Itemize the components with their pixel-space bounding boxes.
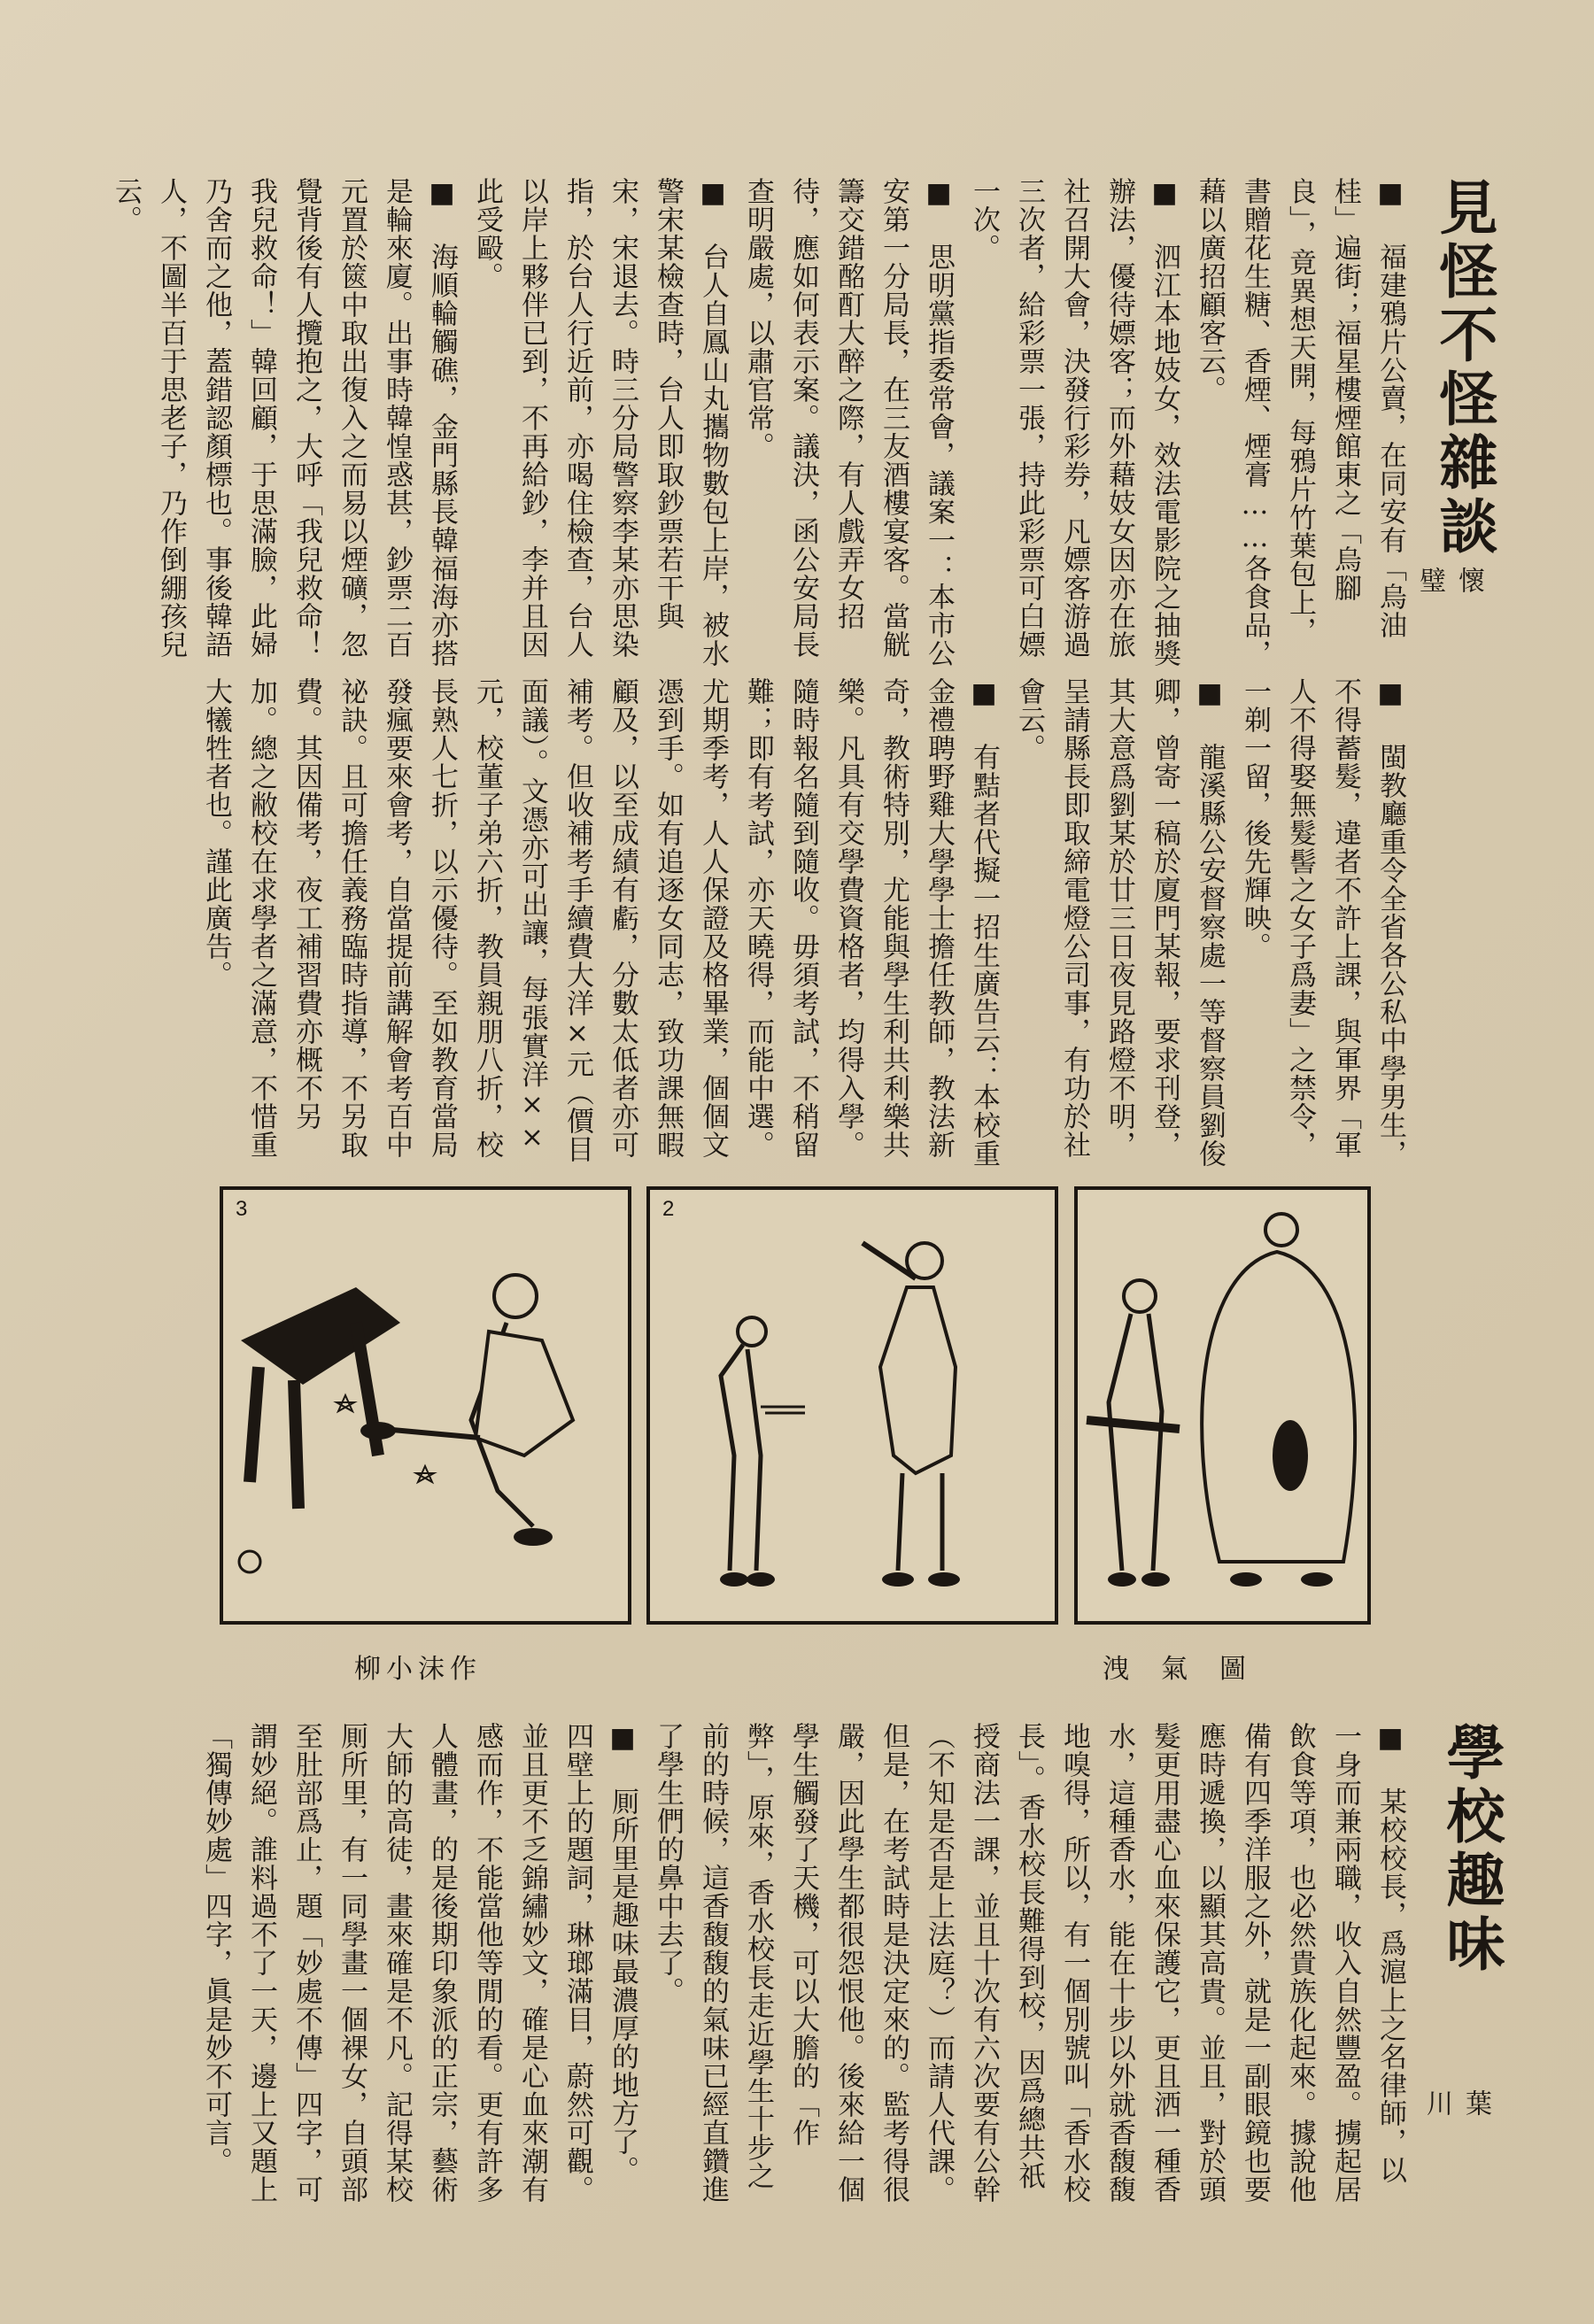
paragraph: ■ 某校校長，爲滬上之名律師，以一身而兼兩職，收入自然豐盈。擄起居飲食等項，也必然貴族化起來。據說他備有四季洋服之外，就是一副眼鏡也要應時遞換，以顯其高貴。並且，對於頭髮更用盡心血來保護它，更且洒一種香水，這種香水，能在十步以外就香馥馥地嗅得，所以，有一個別號叫「香水校長」。香水校長難得到校，因爲總共祇授商法一課，並且十次有六次要有公幹（不知是否是上法庭？）而請人代課。但是，在考試時是決定來的。監考得很嚴，因此學生都很怨恨他。後來給一個學生觸發了天機，可以大膽的「作弊」，原來，香水校長走近學生十步之前的時候，這香馥馥的氣味已經直鑽進了學生們的鼻中去了。 — [652, 1722, 1406, 2204]
paragraph: ■ 有黠者代擬一招生廣告云：本校重金禮聘野雞大學學士擔任教師，教法新奇，教術特別，尤能與學生利共利樂共樂。凡具有交學費資格者，均得入學。隨時報名隨到隨收。毋須考試，不稍留難；即有考試，亦天曉得，而能中選。尤期季考，人人保證及格畢業，個個文憑到手。如有追逐女同志，致功課無暇顧及，以至成績有虧，分數太低者亦可補考。但收補考手續費大洋×元（價目面議）。文憑亦可出讓，每張實洋××元，校董子弟六折，教員親朋八折，校長熟人七折，以示優待。至如教育當局發瘋要來會考，自當提前講解會考百中祕訣。且可擔任義務臨時指導，不另取費。其因備考，夜工補習費亦概不另加。總之敝校在求學者之滿意，不惜重大犧牲者也。謹此廣告。 — [200, 677, 1000, 1168]
article-title: 學校趣味 — [1436, 1722, 1505, 1977]
article-author: 懷 璧 — [1414, 567, 1484, 618]
paragraph: ■ 泗江本地妓女，效法電影院之抽獎辦法，優待嫖客；而外藉妓女因亦在旅社召開大會，決發行彩券，凡嫖客游過三次者，給彩票一張，持此彩票可白嫖一次。 — [968, 177, 1180, 668]
paragraph: ■ 思明黨指委常會，議案一：本市公安第一分局長，在三友酒樓宴客。當觥籌交錯酩酊大醉之際，有人戲弄女招待，應如何表示案。議決，函公安局長查明嚴處，以肅官常。 — [742, 177, 955, 668]
bowing-men-drawing — [650, 1190, 1055, 1621]
comic-strip — [220, 1186, 1371, 1625]
article-body-lower — [182, 677, 1412, 1169]
article-body — [200, 1722, 1412, 2204]
comic-panel-2 — [646, 1186, 1058, 1625]
paragraph: ■ 海順輪觸礁，金門縣長韓福海亦搭是輪來廈。出事時韓惶惑甚，鈔票二百元置於篋中取出復入之而易以煙礦，忽覺背後有人攬抱之，大呼「我兒救命！我兒救命！」韓回顧，于思滿臉，此婦乃舍而之他，蓋錯認顏標也。事後韓語人，不圖半百于思老子，乃作倒綳孩兒云。 — [110, 177, 458, 668]
article-body-upper — [110, 177, 1412, 668]
article-author: 葉 川 — [1421, 2089, 1491, 2141]
paragraph: ■ 福建鴉片公賣，在同安有「烏油桂」遍街；福星樓煙館東之「烏腳良」，竟異想天開，每鴉片竹葉包上，書贈花生糖、香煙、煙膏……各食品，藉以廣招顧客云。 — [1194, 177, 1406, 668]
paragraph: ■ 閩教廳重令全省各公私中學男生，不得蓄髮，違者不許上課，與軍界「軍人不得娶無髮髻之女子爲妻」之禁令，一剃一留，後先輝映。 — [1239, 677, 1406, 1168]
panel-number: 3 — [236, 1197, 248, 1221]
comic-title: 洩氣圖 — [1103, 1654, 1278, 1685]
comic-panel-3 — [220, 1186, 631, 1625]
paragraph: ■ 厠所里是趣味最濃厚的地方了。四壁上的題詞，琳瑯滿目，蔚然可觀。並且更不乏錦繡妙文，確是心血來潮有感而作，不能當他等閒的看。更有許多人體畫，的是後期印象派的正宗，藝術大師的高徒，畫來確是不凡。記得某校厠所里，有一同學畫一個裸女，自頭部至肚部爲止，題「妙處不傳」四字，可謂妙絕。誰料過不了一天，邊上又題上「獨傳妙處」四字，眞是妙不可言。 — [200, 1722, 638, 2204]
comic-artist: 柳小沫作 — [354, 1654, 482, 1685]
paragraph: ■ 台人自鳳山丸攜物數包上岸，被水警宋某檢查時，台人即取鈔票若干與宋，宋退去。時三分局警察李某亦思染指，於台人行近前，亦喝住檢查，台人以岸上夥伴已到，不再給鈔，李并且因此受毆。 — [471, 177, 729, 668]
comic-panel-1 — [1074, 1186, 1371, 1625]
falling-man-drawing — [223, 1190, 628, 1621]
official-scolding-drawing — [1078, 1190, 1367, 1621]
paragraph: ■ 龍溪縣公安督察處一等督察員劉俊卿，曾寄一稿於廈門某報，要求刊登，其大意爲劉某於廿三日夜見路燈不明，呈請縣長即取締電燈公司事，有功於社會云。 — [1013, 677, 1226, 1168]
panel-number: 2 — [662, 1197, 675, 1221]
article-title: 見怪不怪雜談 — [1429, 177, 1498, 560]
